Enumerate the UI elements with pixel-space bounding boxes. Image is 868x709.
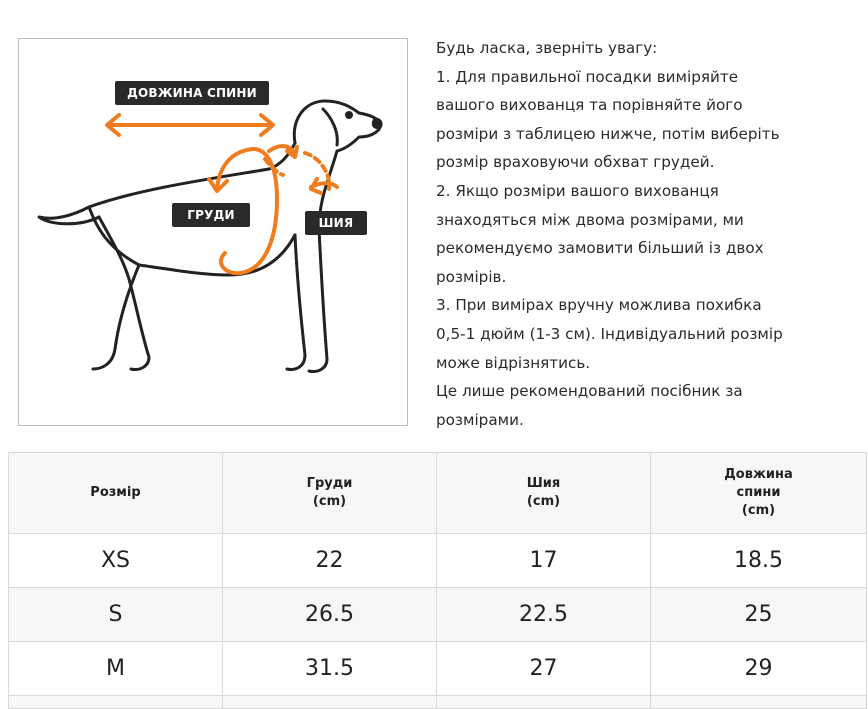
note-line: Будь ласка, зверніть увагу:	[436, 39, 658, 57]
note-line: може відрізнятись.	[436, 353, 591, 372]
note-line: рекомендуємо замовити більший із двох	[436, 239, 764, 258]
note-line: 1. Для правильної посадки виміряйте	[436, 67, 739, 86]
note-line: розмірів.	[436, 267, 507, 286]
table-header-row	[9, 453, 867, 534]
note-line: 2. Якщо розміри вашого вихованця	[436, 181, 719, 200]
measurement-notes	[436, 34, 866, 434]
cell-size: M	[9, 642, 223, 696]
cell-size: XS	[9, 534, 223, 588]
header-neck: Шия (cm)	[437, 453, 651, 534]
table-row-cropped	[9, 696, 867, 709]
neck-label: ШИЯ	[305, 211, 367, 235]
back-length-label: ДОВЖИНА СПИНИ	[115, 81, 269, 105]
dog-measurement-diagram	[18, 38, 408, 426]
table-row	[9, 642, 867, 696]
note-line: вашого вихованця та порівняйте його	[436, 96, 743, 115]
note-line: 0,5-1 дюйм (1-3 см). Індивідуальний розмір	[436, 324, 783, 343]
header-chest: Груди (cm)	[223, 453, 437, 534]
note-line: розміри з таблицею нижче, потім виберіть	[436, 124, 780, 143]
cell-back: 25	[651, 588, 867, 642]
chest-label: ГРУДИ	[172, 203, 250, 227]
table-row	[9, 588, 867, 642]
table-row	[9, 534, 867, 588]
note-line: розмірами.	[436, 410, 524, 429]
cell-neck: 22.5	[437, 588, 651, 642]
note-line: Це лише рекомендований посібник за	[436, 382, 743, 401]
cell-neck: 17	[437, 534, 651, 588]
note-line: 3. При вимірах вручну можлива похибка	[436, 296, 762, 315]
cell-chest: 22	[223, 534, 437, 588]
cell-back: 29	[651, 642, 867, 696]
header-back-length: Довжина спини (cm)	[651, 453, 867, 534]
cell-chest: 31.5	[223, 642, 437, 696]
cell-neck: 27	[437, 642, 651, 696]
note-line: розмір враховуючи обхват грудей.	[436, 153, 715, 172]
cell-size: S	[9, 588, 223, 642]
size-chart-table	[8, 452, 867, 709]
cell-chest: 26.5	[223, 588, 437, 642]
note-line: знаходяться між двома розмірами, ми	[436, 210, 744, 229]
cell-back: 18.5	[651, 534, 867, 588]
header-size: Розмір	[9, 453, 223, 534]
